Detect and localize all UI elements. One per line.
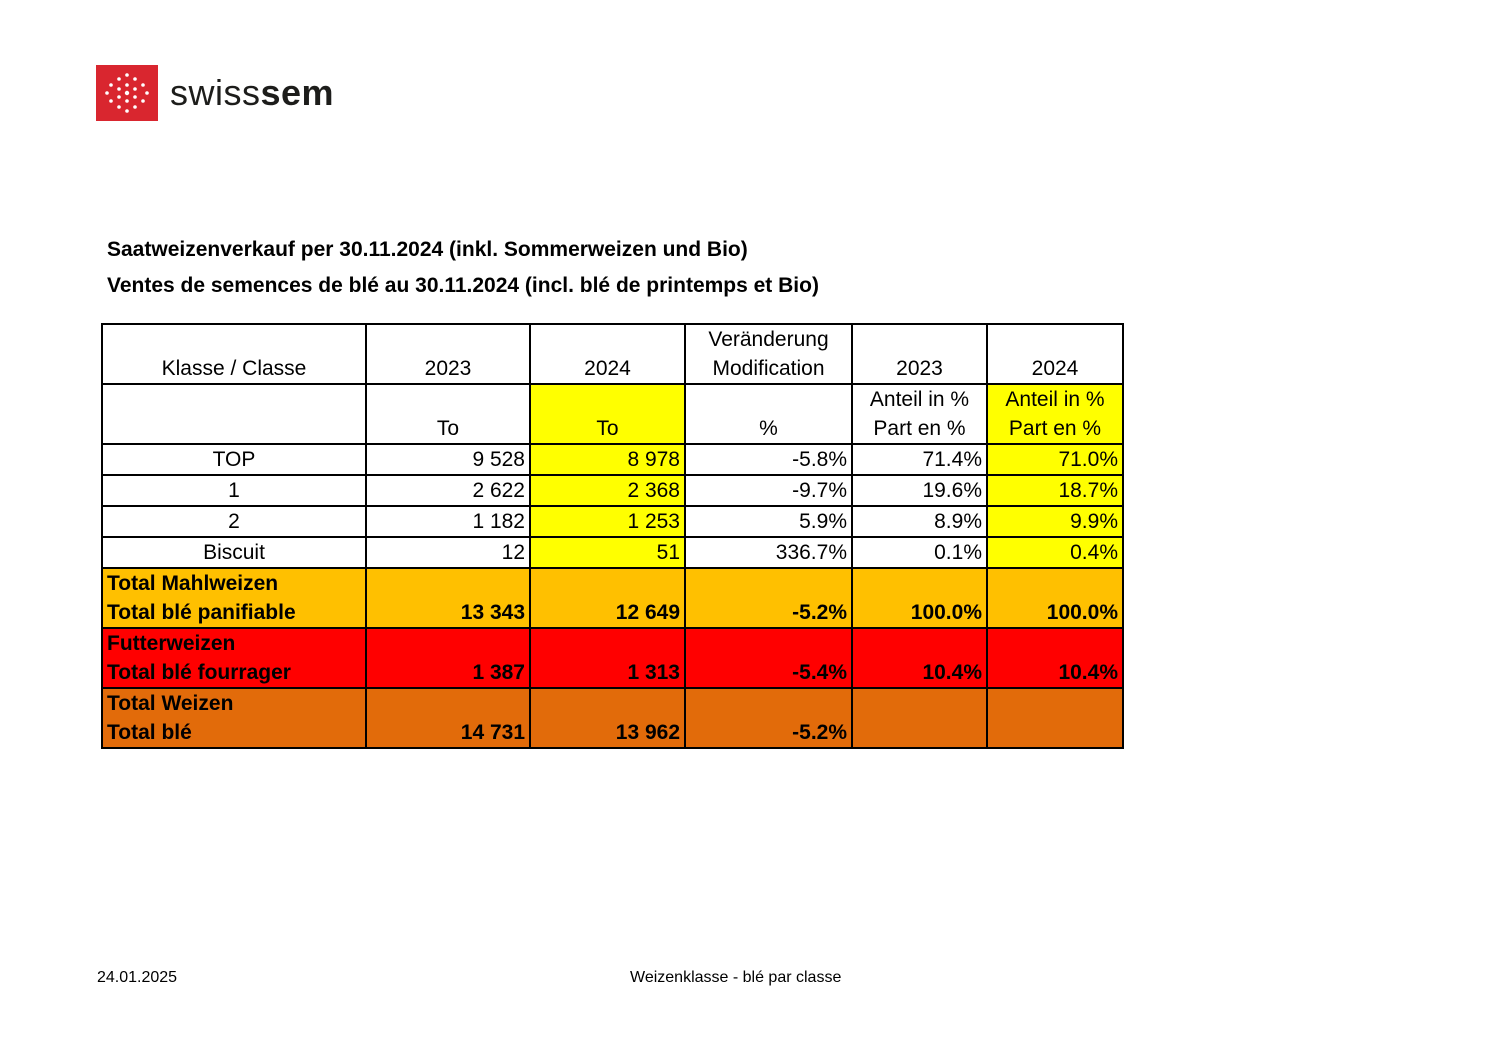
total-2024: 13 962 [530, 688, 685, 748]
header-share-2024: 2024 [987, 324, 1123, 384]
table-row [102, 506, 1123, 537]
total-row-mahlweizen [102, 568, 1123, 628]
total-row-weizen [102, 688, 1123, 748]
total-change: -5.4% [685, 628, 852, 688]
total-2023: 1 387 [366, 628, 530, 688]
header-klasse: Klasse / Classe [102, 324, 366, 384]
cell-change: -5.8% [685, 444, 852, 475]
total-2023: 14 731 [366, 688, 530, 748]
cell-share-2024: 0.4% [987, 537, 1123, 568]
cell-klasse: Biscuit [102, 537, 366, 568]
total-2024: 1 313 [530, 628, 685, 688]
total-label: Total Weizen Total blé [102, 688, 366, 748]
cell-klasse: TOP [102, 444, 366, 475]
total-share-2024: 10.4% [987, 628, 1123, 688]
total-2023: 13 343 [366, 568, 530, 628]
total-share-2023 [852, 688, 987, 748]
units-empty [102, 384, 366, 444]
cell-change: -9.7% [685, 475, 852, 506]
total-row-futterweizen [102, 628, 1123, 688]
wheat-class-table [101, 323, 1124, 749]
units-row [102, 384, 1123, 444]
total-share-2024 [987, 688, 1123, 748]
header-change: Veränderung Modification [685, 324, 852, 384]
cell-2023: 1 182 [366, 506, 530, 537]
cell-klasse: 2 [102, 506, 366, 537]
total-share-2024: 100.0% [987, 568, 1123, 628]
header-2023: 2023 [366, 324, 530, 384]
cell-share-2024: 18.7% [987, 475, 1123, 506]
footer-date: 24.01.2025 [97, 969, 178, 986]
cell-share-2023: 0.1% [852, 537, 987, 568]
total-change: -5.2% [685, 568, 852, 628]
cell-share-2023: 71.4% [852, 444, 987, 475]
cell-share-2024: 71.0% [987, 444, 1123, 475]
cell-klasse: 1 [102, 475, 366, 506]
title-fr: Ventes de semences de blé au 30.11.2024 (incl. blé de printemps et Bio) [107, 274, 819, 297]
title-de: Saatweizenverkauf per 30.11.2024 (inkl. Sommerweizen und Bio) [107, 238, 748, 261]
unit-to-2024: To [530, 384, 685, 444]
table-row [102, 537, 1123, 568]
cell-2024: 2 368 [530, 475, 685, 506]
total-change: -5.2% [685, 688, 852, 748]
table-row [102, 444, 1123, 475]
unit-share-2023: Anteil in % Part en % [852, 384, 987, 444]
logo-text: swisssem [170, 72, 335, 113]
table-row [102, 475, 1123, 506]
cell-2023: 9 528 [366, 444, 530, 475]
unit-to-2023: To [366, 384, 530, 444]
cell-share-2023: 8.9% [852, 506, 987, 537]
cell-2023: 12 [366, 537, 530, 568]
total-label: Futterweizen Total blé fourrager [102, 628, 366, 688]
cell-2024: 51 [530, 537, 685, 568]
logo-dots-icon [96, 65, 158, 121]
unit-share-2024: Anteil in % Part en % [987, 384, 1123, 444]
header-share-2023: 2023 [852, 324, 987, 384]
cell-2023: 2 622 [366, 475, 530, 506]
unit-percent: % [685, 384, 852, 444]
total-2024: 12 649 [530, 568, 685, 628]
cell-2024: 1 253 [530, 506, 685, 537]
cell-share-2023: 19.6% [852, 475, 987, 506]
cell-change: 5.9% [685, 506, 852, 537]
header-row [102, 324, 1123, 384]
header-2024: 2024 [530, 324, 685, 384]
total-label: Total Mahlweizen Total blé panifiable [102, 568, 366, 628]
total-share-2023: 100.0% [852, 568, 987, 628]
cell-share-2024: 9.9% [987, 506, 1123, 537]
footer-title: Weizenklasse - blé par classe [630, 969, 842, 986]
total-share-2023: 10.4% [852, 628, 987, 688]
swisssem-logo [96, 65, 334, 121]
cell-change: 336.7% [685, 537, 852, 568]
cell-2024: 8 978 [530, 444, 685, 475]
